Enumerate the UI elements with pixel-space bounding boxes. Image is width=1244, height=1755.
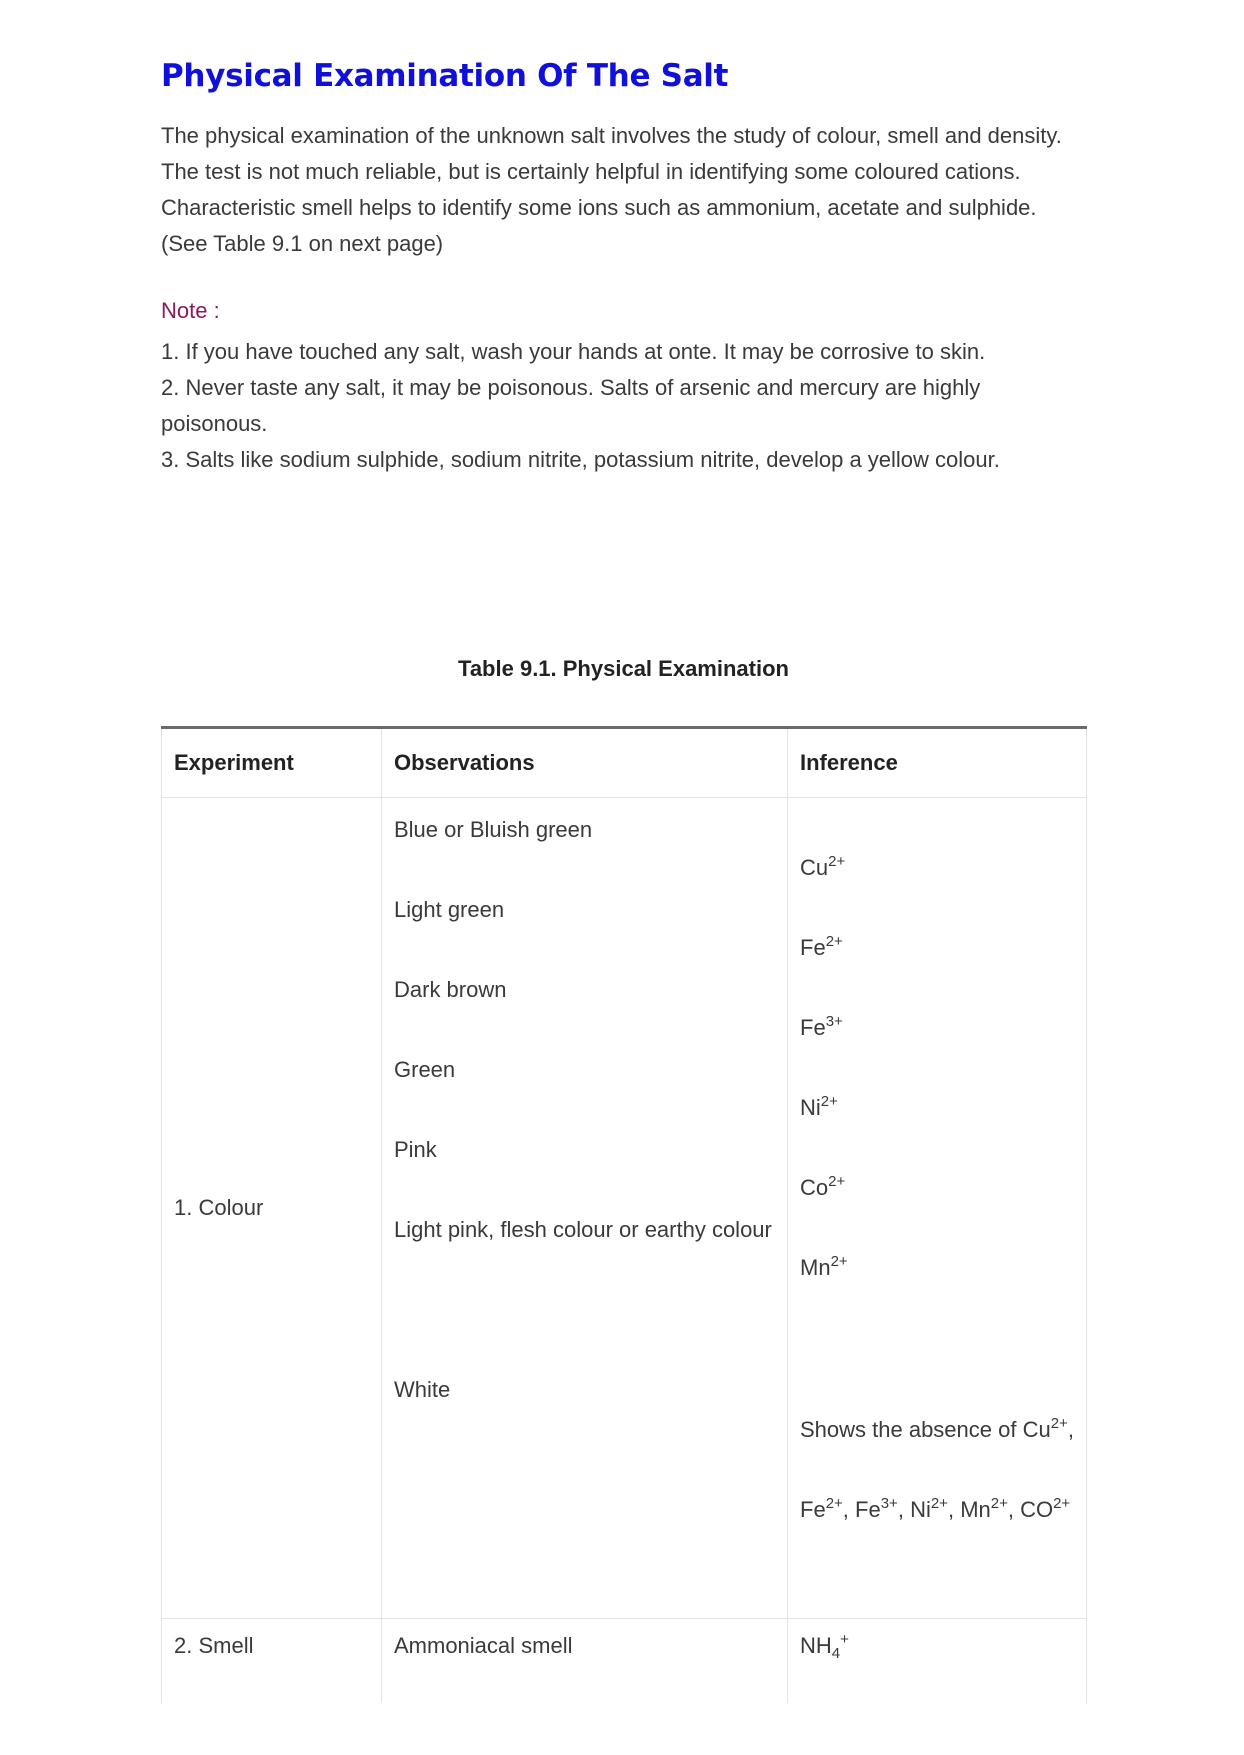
observation-item: Blue or Bluish green — [394, 817, 593, 842]
inference-item: $Cu^{2+}$ — [800, 853, 846, 880]
page-title: Physical Examination Of The Salt — [161, 58, 729, 94]
intro-line: The physical examination of the unknown salt involves the study of colour, smell and density. — [161, 123, 1062, 148]
inference-item: $Fe^{2+}$ — [800, 933, 843, 960]
experiment-cell: 1. Colour — [162, 798, 382, 1619]
note-line: 1. If you have touched any salt, wash your hands at onte. It may be corrosive to skin. — [161, 339, 986, 364]
observations-cell: Ammoniacal smell — [382, 1619, 788, 1704]
observation-item: White — [394, 1377, 451, 1402]
observation-item: Light pink, flesh colour or earthy colour — [394, 1217, 772, 1242]
inference-cell: $NH_4^+$ — [788, 1619, 1087, 1704]
inference-item: $Mn^{2+}$ — [800, 1253, 848, 1280]
note-label: Note : — [161, 298, 220, 323]
inference-item: $Co^{2+}$ — [800, 1173, 846, 1200]
observations-cell — [382, 798, 788, 1619]
inference-cell — [788, 798, 1087, 1619]
spacer — [800, 1330, 1074, 1412]
note-line: poisonous. — [161, 411, 268, 436]
inference-item: $Ni^{2+}$ — [800, 1093, 838, 1120]
table-header-row — [162, 728, 1087, 798]
intro-line: The test is not much reliable, but is certainly helpful in identifying some coloured cations. — [161, 159, 1021, 184]
observation-item: Dark brown — [394, 977, 507, 1002]
column-header-inference: Inference — [788, 728, 1087, 798]
observation-item: Green — [394, 1057, 456, 1082]
note-line: 3. Salts like sodium sulphide, sodium nitrite, potassium nitrite, develop a yellow colour. — [161, 447, 1000, 472]
table-row — [162, 798, 1087, 1619]
inference-item-white-ions: $Fe^{2+}$, $Fe^{3+}$, $Ni^{2+}$, $Mn^{2+}$, $CO^{2+}$ — [800, 1495, 1071, 1522]
experiment-cell: 2. Smell — [162, 1619, 382, 1704]
table-row — [162, 1619, 1087, 1704]
inference-item: $Fe^{3+}$ — [800, 1013, 843, 1040]
physical-examination-table — [161, 726, 1087, 1703]
observation-item: Light green — [394, 897, 505, 922]
intro-line: Characteristic smell helps to identify some ions such as ammonium, acetate and sulphide. — [161, 195, 1037, 220]
intro-paragraph — [161, 118, 1062, 262]
notes-list — [161, 334, 1086, 478]
intro-line: (See Table 9.1 on next page) — [161, 231, 444, 256]
column-header-experiment: Experiment — [162, 728, 382, 798]
table-caption: Table 9.1. Physical Examination — [458, 656, 789, 681]
inference-item-white: Shows the absence of $Cu^{2+}$, — [800, 1415, 1074, 1442]
note-line: 2. Never taste any salt, it may be poisonous. Salts of arsenic and mercury are highly — [161, 375, 981, 400]
observation-item: Pink — [394, 1137, 437, 1162]
column-header-observations: Observations — [382, 728, 788, 798]
